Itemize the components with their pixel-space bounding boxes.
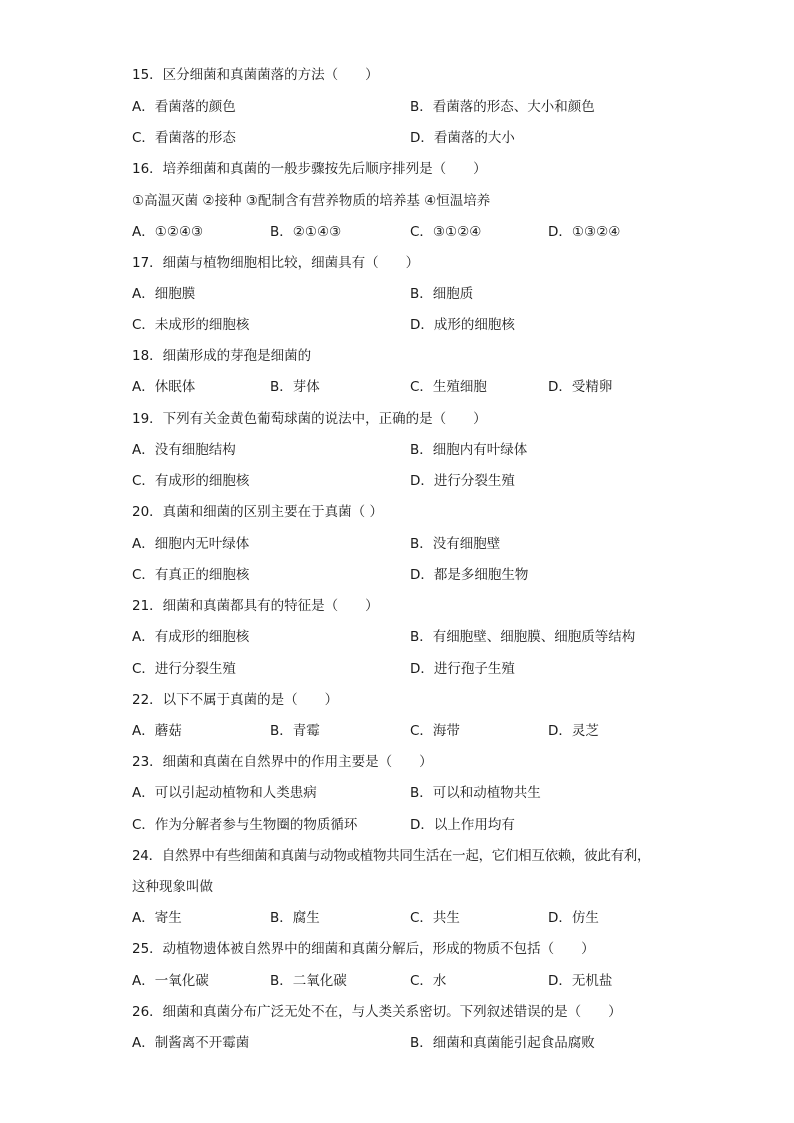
q15-option-a: A．看菌落的颜色 — [132, 99, 236, 115]
question-18-stem: 18．细菌形成的芽孢是细菌的 — [132, 348, 312, 364]
q20-option-a: A．细胞内无叶绿体 — [132, 536, 250, 552]
q19-option-d: D．进行分裂生殖 — [410, 473, 515, 489]
q18-option-d: D．受精卵 — [548, 379, 613, 395]
question-22-stem: 22．以下不属于真菌的是（ ） — [132, 692, 339, 708]
q23-option-d: D．以上作用均有 — [410, 817, 515, 833]
q25-option-c: C．水 — [410, 973, 447, 989]
question-15-stem: 15．区分细菌和真菌菌落的方法（ ） — [132, 67, 379, 83]
q20-option-b: B．没有细胞壁 — [410, 536, 501, 552]
q20-option-d: D．都是多细胞生物 — [410, 567, 529, 583]
q22-option-c: C．海带 — [410, 723, 460, 739]
question-24-stem-cont: 这种现象叫做 — [132, 879, 213, 895]
q18-option-b: B．芽体 — [270, 379, 320, 395]
q15-option-b: B．看菌落的形态、大小和颜色 — [410, 99, 595, 115]
q26-option-a: A．制酱离不开霉菌 — [132, 1035, 250, 1051]
q24-option-d: D．仿生 — [548, 910, 599, 926]
q16-option-b: B．②①④③ — [270, 224, 342, 240]
q21-option-c: C．进行分裂生殖 — [132, 661, 236, 677]
question-19-stem: 19．下列有关金黄色葡萄球菌的说法中，正确的是（ ） — [132, 411, 487, 427]
q18-option-c: C．生殖细胞 — [410, 379, 487, 395]
question-17-stem: 17．细菌与植物细胞相比较，细菌具有（ ） — [132, 255, 420, 271]
q21-option-a: A．有成形的细胞核 — [132, 629, 250, 645]
question-23-stem: 23．细菌和真菌在自然界中的作用主要是（ ） — [132, 754, 433, 770]
q23-option-b: B．可以和动植物共生 — [410, 785, 541, 801]
q25-option-d: D．无机盐 — [548, 973, 613, 989]
q23-option-a: A．可以引起动植物和人类患病 — [132, 785, 317, 801]
question-25-stem: 25．动植物遗体被自然界中的细菌和真菌分解后，形成的物质不包括（ ） — [132, 941, 595, 957]
q16-option-c: C．③①②④ — [410, 224, 482, 240]
q19-option-b: B．细胞内有叶绿体 — [410, 442, 528, 458]
q26-option-b: B．细菌和真菌能引起食品腐败 — [410, 1035, 595, 1051]
q16-option-a: A．①②④③ — [132, 224, 204, 240]
question-21-stem: 21．细菌和真菌都具有的特征是（ ） — [132, 598, 379, 614]
q25-option-b: B．二氧化碳 — [270, 973, 347, 989]
q16-option-d: D．①③②④ — [548, 224, 621, 240]
q17-option-d: D．成形的细胞核 — [410, 317, 515, 333]
question-24-stem: 24．自然界中有些细菌和真菌与动物或植物共同生活在一起，它们相互依赖，彼此有利， — [132, 848, 651, 864]
q24-option-c: C．共生 — [410, 910, 460, 926]
q15-option-d: D．看菌落的大小 — [410, 130, 515, 146]
q24-option-b: B．腐生 — [270, 910, 320, 926]
q23-option-c: C．作为分解者参与生物圈的物质循环 — [132, 817, 358, 833]
question-16-stem: 16．培养细菌和真菌的一般步骤按先后顺序排列是（ ） — [132, 161, 487, 177]
q17-option-a: A．细胞膜 — [132, 286, 196, 302]
q24-option-a: A．寄生 — [132, 910, 182, 926]
q22-option-a: A．蘑菇 — [132, 723, 182, 739]
question-26-stem: 26．细菌和真菌分布广泛无处不在，与人类关系密切。下列叙述错误的是（ ） — [132, 1004, 622, 1020]
question-16-steps: ①高温灭菌 ②接种 ③配制含有营养物质的培养基 ④恒温培养 — [132, 193, 491, 209]
q21-option-d: D．进行孢子生殖 — [410, 661, 515, 677]
q17-option-b: B．细胞质 — [410, 286, 474, 302]
q18-option-a: A．休眠体 — [132, 379, 196, 395]
q21-option-b: B．有细胞壁、细胞膜、细胞质等结构 — [410, 629, 636, 645]
q22-option-d: D．灵芝 — [548, 723, 599, 739]
q19-option-c: C．有成形的细胞核 — [132, 473, 250, 489]
q20-option-c: C．有真正的细胞核 — [132, 567, 250, 583]
q25-option-a: A．一氧化碳 — [132, 973, 209, 989]
q17-option-c: C．未成形的细胞核 — [132, 317, 250, 333]
q15-option-c: C．看菌落的形态 — [132, 130, 236, 146]
q19-option-a: A．没有细胞结构 — [132, 442, 236, 458]
question-20-stem: 20．真菌和细菌的区别主要在于真菌（ ） — [132, 504, 383, 520]
q22-option-b: B．青霉 — [270, 723, 320, 739]
